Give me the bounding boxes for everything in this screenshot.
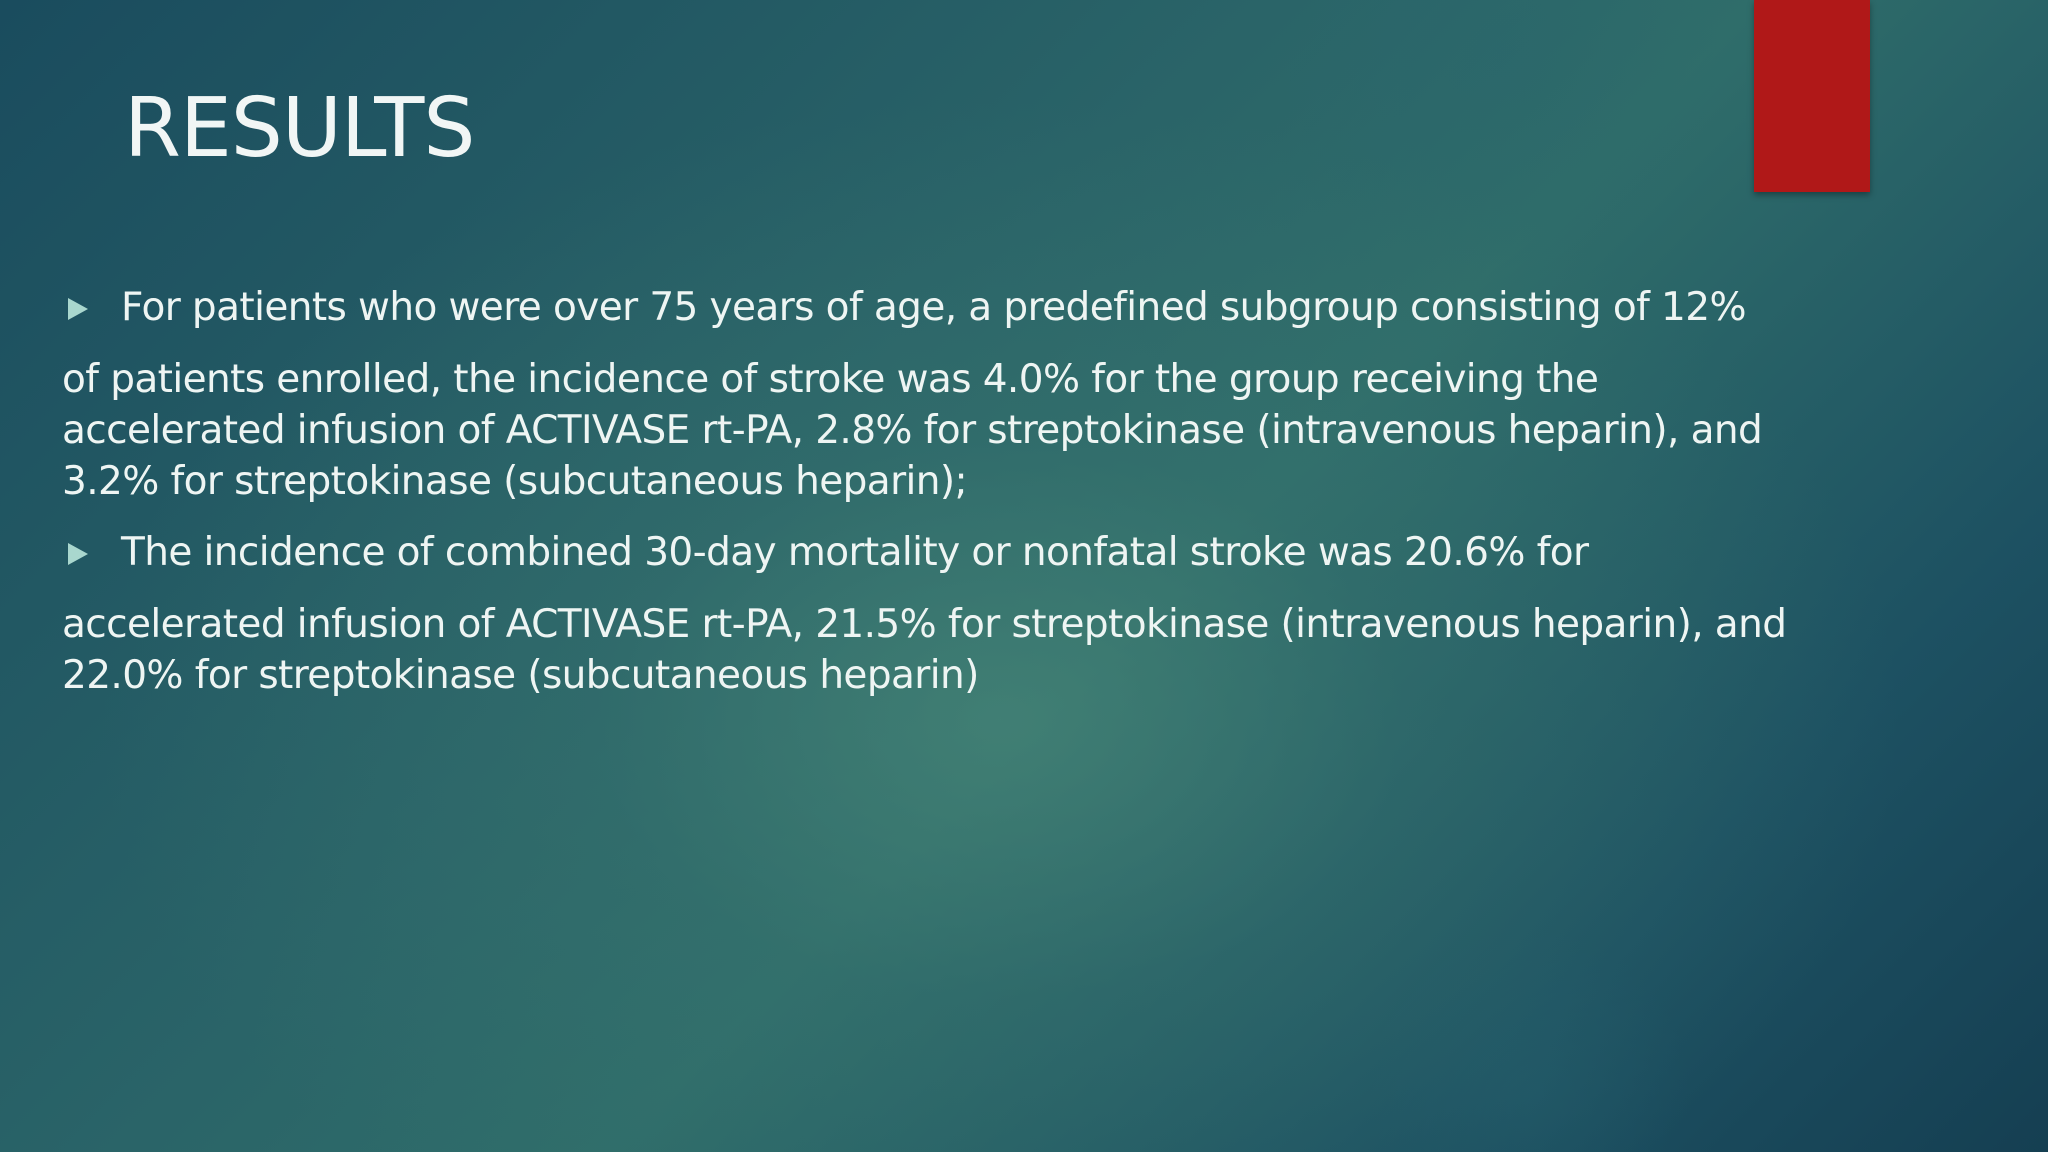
triangle-bullet-icon bbox=[68, 298, 88, 320]
paragraph-line: 22.0% for streptokinase (subcutaneous heparin) bbox=[62, 653, 979, 698]
bullet-item-1-text: For patients who were over 75 years of age, a predefined subgroup consisting of 12% bbox=[121, 285, 1746, 330]
bullet-item-1 bbox=[62, 282, 1942, 334]
paragraph-gap bbox=[62, 507, 1942, 527]
paragraph-line: accelerated infusion of ACTIVASE rt-PA, 2.8% for streptokinase (intravenous heparin), and bbox=[62, 408, 1763, 453]
slide-title: RESULTS bbox=[124, 81, 475, 176]
bullet-item-2-continuation bbox=[62, 599, 1942, 701]
paragraph-line: of patients enrolled, the incidence of stroke was 4.0% for the group receiving the bbox=[62, 357, 1599, 402]
accent-bar bbox=[1754, 0, 1870, 192]
triangle-bullet-icon bbox=[68, 543, 88, 565]
bullet-item-1-continuation bbox=[62, 354, 1942, 507]
bullet-item-2-text: The incidence of combined 30-day mortality or nonfatal stroke was 20.6% for bbox=[121, 530, 1589, 575]
bullet-item-2 bbox=[62, 527, 1942, 579]
paragraph-line: 3.2% for streptokinase (subcutaneous heparin); bbox=[62, 459, 968, 504]
paragraph-line: accelerated infusion of ACTIVASE rt-PA, 21.5% for streptokinase (intravenous heparin), and bbox=[62, 602, 1787, 647]
slide-body bbox=[62, 282, 1942, 701]
